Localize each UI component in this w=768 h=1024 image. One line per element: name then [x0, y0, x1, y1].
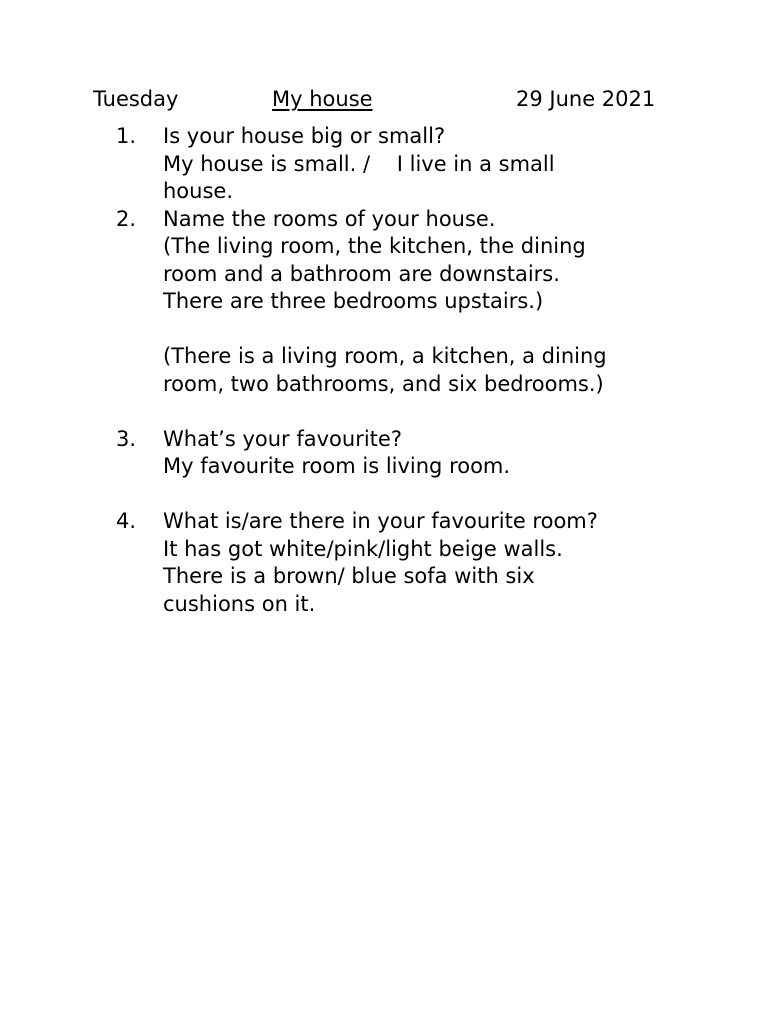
answer-text: house.: [163, 179, 234, 203]
header-date: 29 June 2021: [516, 87, 656, 111]
answer-text: room and a bathroom are downstairs.: [163, 261, 560, 286]
answer-text: My favourite room is living room.: [163, 454, 511, 478]
question-text: Name the rooms of your house.: [163, 206, 496, 231]
answer-text: My house is small. / I live in a small: [163, 151, 555, 176]
page-title: My house: [272, 87, 373, 111]
question-number: 3.: [116, 426, 137, 451]
question-text: Is your house big or small?: [163, 124, 446, 148]
question-number: 1.: [116, 124, 137, 148]
header-day: Tuesday: [93, 87, 179, 111]
answer-text: There is a brown/ blue sofa with six: [163, 564, 535, 588]
list-item: [0, 508, 683, 618]
spacer: [0, 481, 768, 509]
answer-text: (The living room, the kitchen, the dining: [163, 234, 586, 258]
document-header: [0, 86, 768, 114]
answer-text: cushions on it.: [163, 591, 316, 616]
question-text: What’s your favourite?: [163, 426, 402, 451]
list-item: [0, 426, 683, 481]
question-text: What is/are there in your favourite room?: [163, 509, 598, 533]
spacer: [0, 398, 768, 426]
question-number: 4.: [116, 509, 137, 533]
list-item: [0, 206, 683, 399]
answer-text: It has got white/pink/light beige walls.: [163, 536, 563, 561]
blank-line: [163, 316, 683, 344]
question-list: [0, 123, 768, 618]
answer-text: room, two bathrooms, and six bedrooms.): [163, 371, 604, 396]
question-number: 2.: [116, 206, 137, 231]
answer-text: (There is a living room, a kitchen, a dining: [163, 344, 607, 368]
list-item: [0, 123, 683, 206]
answer-text: There are three bedrooms upstairs.): [163, 289, 544, 313]
